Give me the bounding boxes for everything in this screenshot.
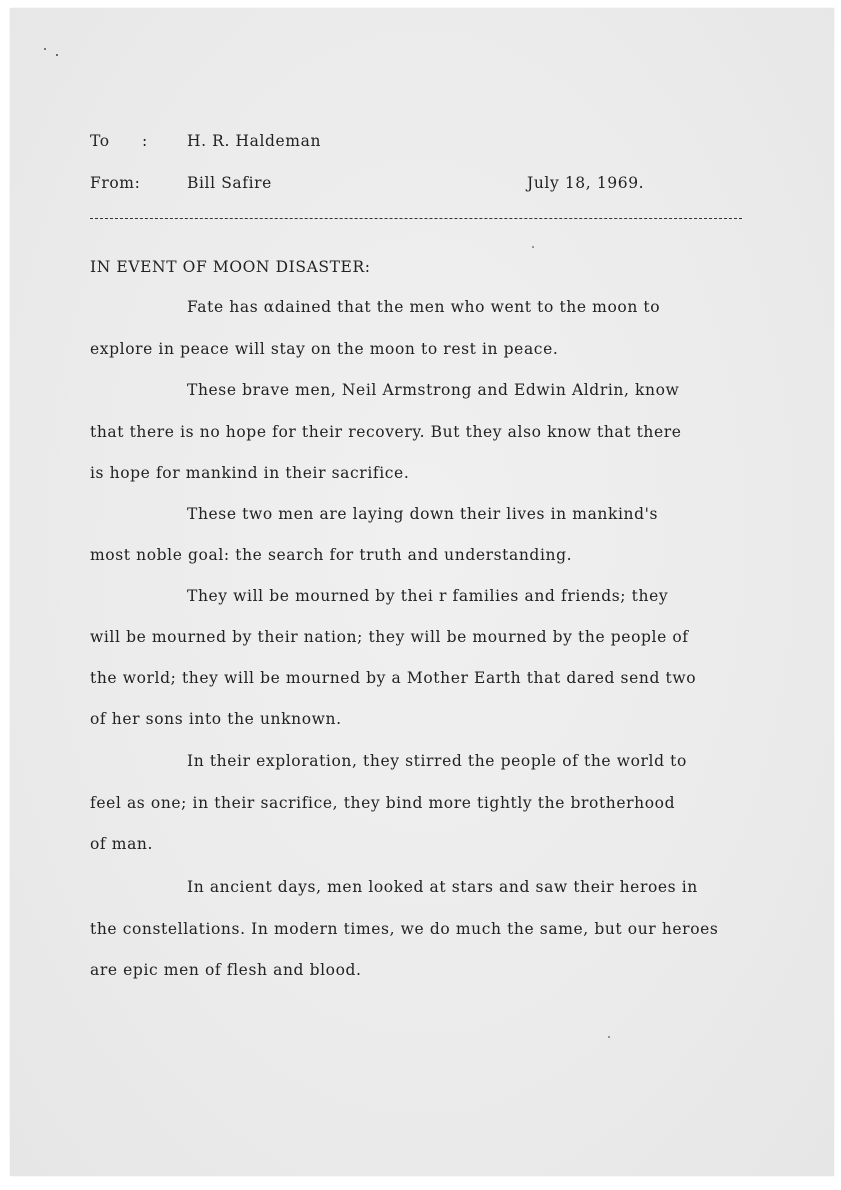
- body-line: explore in peace will stay on the moon to rest in peace.: [90, 340, 559, 358]
- from-label: From:: [90, 174, 141, 192]
- to-colon: :: [142, 132, 148, 150]
- body-line: of man.: [90, 835, 154, 853]
- memo-heading: IN EVENT OF MOON DISASTER:: [90, 258, 371, 276]
- body-line: that there is no hope for their recovery. But they also know that there: [90, 423, 682, 441]
- memo-date: July 18, 1969.: [527, 174, 645, 192]
- body-line: feel as one; in their sacrifice, they bind more tightly the brotherhood: [90, 794, 676, 812]
- to-label: To: [90, 132, 110, 150]
- from-sender: Bill Safire: [187, 174, 272, 192]
- body-line: They will be mourned by thei r families and friends; they: [187, 587, 669, 605]
- body-line: In ancient days, men looked at stars and saw their heroes in: [187, 878, 698, 896]
- body-line: These brave men, Neil Armstrong and Edwin Aldrin, know: [187, 381, 680, 399]
- body-line: will be mourned by their nation; they will be mourned by the people of: [90, 628, 689, 646]
- body-line: In their exploration, they stirred the people of the world to: [187, 752, 687, 770]
- to-recipient: H. R. Haldeman: [187, 132, 322, 150]
- body-line: Fate has αdained that the men who went to the moon to: [187, 298, 661, 316]
- body-line: the constellations. In modern times, we do much the same, but our heroes: [90, 920, 719, 938]
- body-line: These two men are laying down their lives in mankind's: [187, 505, 659, 523]
- body-line: of her sons into the unknown.: [90, 710, 342, 728]
- body-line: the world; they will be mourned by a Mother Earth that dared send two: [90, 669, 697, 687]
- body-line: is hope for mankind in their sacrifice.: [90, 464, 410, 482]
- body-line: are epic men of flesh and blood.: [90, 961, 362, 979]
- body-line: most noble goal: the search for truth and understanding.: [90, 546, 573, 564]
- dashed-divider: [90, 218, 742, 219]
